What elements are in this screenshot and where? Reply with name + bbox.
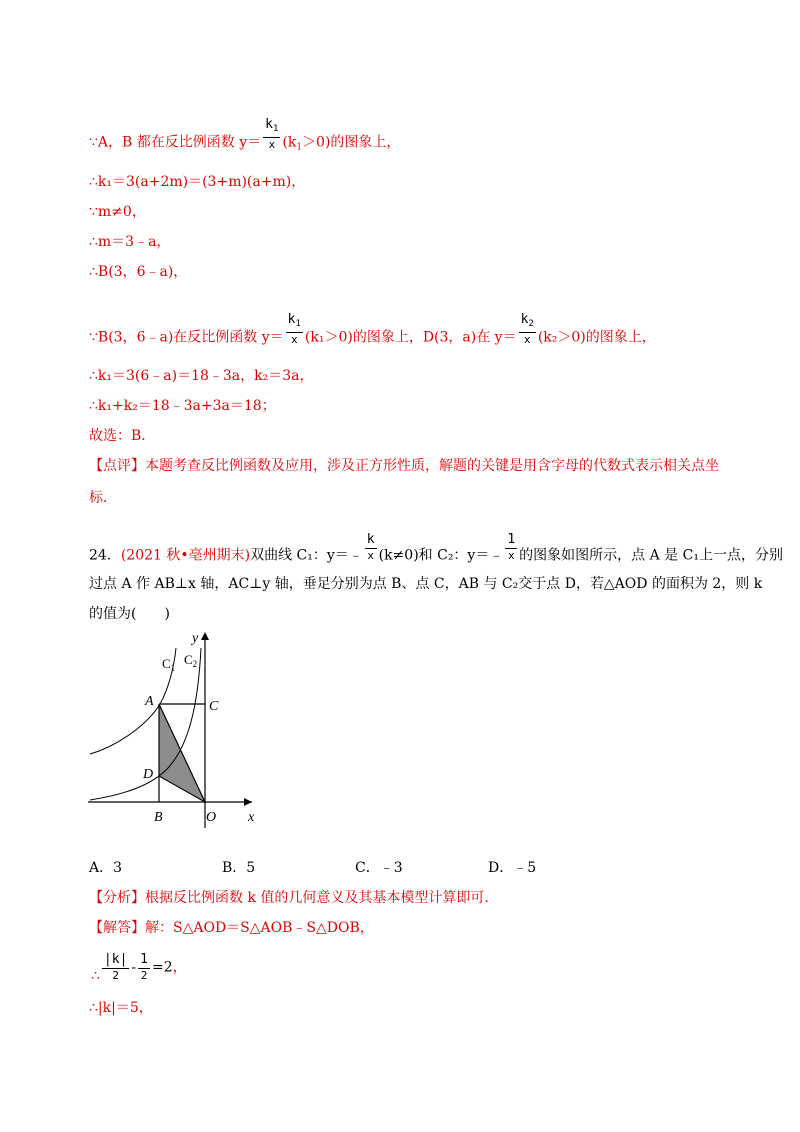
text: (k₂＞0)的图象上， [537,329,656,346]
equals-two: =2 [151,959,173,976]
solution-line-6 [89,312,656,355]
denominator: x [523,333,531,346]
option-c[interactable]: C．﹣3 [355,860,403,876]
therefore-symbol: ∴ [91,967,100,984]
text: (k₁＞0)的图象上，D(3，a)在 y＝ [304,329,517,346]
fraction-k1-over-x [286,312,303,347]
answer-options [89,858,621,878]
question-line-2: 过点 A 作 AB⊥x 轴，AC⊥y 轴，垂足分别为点 B、点 C，AB 与 C₂交于点 D，若△AOD 的面积为 2，则 k [89,576,763,592]
denominator: x [507,549,515,562]
denominator: 2 [140,969,148,982]
minus: - [131,959,137,976]
fraction-1-over-x [505,532,517,563]
fraction-1-over-2 [138,952,150,983]
hyperbola-figure [88,628,268,828]
numerator-sub: 2 [528,319,534,329]
numerator: 1 [507,532,516,547]
solution-line-9: 故选：B． [89,428,156,444]
solution-line-1 [89,117,401,160]
y-axis-arrow [201,632,209,640]
numerator: k [520,312,529,327]
fraction-k2-over-x [519,312,536,347]
question-source: (2021 秋•亳州期末) [120,547,251,564]
numerator: k [287,312,296,327]
option-d[interactable]: D．﹣5 [488,860,537,876]
numerator: k [265,117,273,132]
label-a: A [145,694,154,709]
denominator: x [290,333,298,346]
numerator-sub: 1 [272,124,279,134]
final-line: ∴|k|＝5， [89,1000,153,1016]
option-a[interactable]: A．3 [89,860,123,876]
solution-line-7: ∴k₁＝3(6﹣a)＝18﹣3a，k₂＝3a， [89,368,314,384]
denominator: 2 [112,969,119,982]
text: ∵A，B 都在反比例函数 y＝ [89,134,262,151]
label-c: C [209,699,219,714]
label-o: O [206,810,217,825]
denominator: x [367,549,374,562]
solution-line-3: ∵m≠0， [89,204,146,220]
label-b: B [154,810,163,825]
label-y: y [192,631,199,646]
text: 的图象如图所示，点 A 是 C₁上一点，分别 [519,547,783,564]
question-line-3: 的值为( ) [89,606,170,622]
solution-line-5: ∴B(3，6﹣a)， [89,264,188,280]
equation-line [91,952,187,983]
review-comment-cont: 标． [89,490,117,506]
question-line-1 [89,532,783,571]
subscript: 1 [296,142,303,153]
numerator-sub: 1 [295,319,301,329]
comma: ， [172,959,187,976]
fraction-k1-over-x [263,117,280,152]
option-b[interactable]: B．5 [222,860,256,876]
text: (k≠0)和 C₂：y＝﹣ [378,547,504,564]
solution-line-4: ∴m＝3﹣a， [89,234,171,250]
x-axis-arrow [244,798,252,806]
solution-line-2: ∴k₁＝3(a+2m)＝(3+m)(a+m)， [89,174,306,190]
fraction-abs-k-over-2 [102,952,129,983]
label-c2: $C_2$ [184,652,198,669]
question-number: 24． [89,547,121,564]
text: ＞0)的图象上， [302,134,401,151]
numerator: 1 [140,952,148,967]
label-d: D [143,767,154,782]
label-c1: $C_1$ [162,656,176,673]
denominator: x [268,138,276,151]
analysis-line: 【分析】根据反比例函数 k 值的几何意义及其基本模型计算即可． [89,890,499,906]
text: (k [282,134,297,151]
text: 双曲线 C₁：y＝﹣ [250,547,363,564]
label-x: x [248,810,255,825]
solution-line-8: ∴k₁+k₂＝18﹣3a+3a＝18； [89,398,276,414]
numerator: |k| [103,952,128,967]
review-comment: 【点评】本题考查反比例函数及应用，涉及正方形性质，解题的关键是用含字母的代数式表示相关点坐 [89,458,719,474]
text: ∵B(3，6﹣a)在反比例函数 y＝ [89,329,284,346]
fraction-k-over-x [365,532,377,563]
answer-head: 【解答】解：S△AOD＝S△AOB﹣S△DOB， [89,920,374,936]
numerator: k [366,532,375,547]
